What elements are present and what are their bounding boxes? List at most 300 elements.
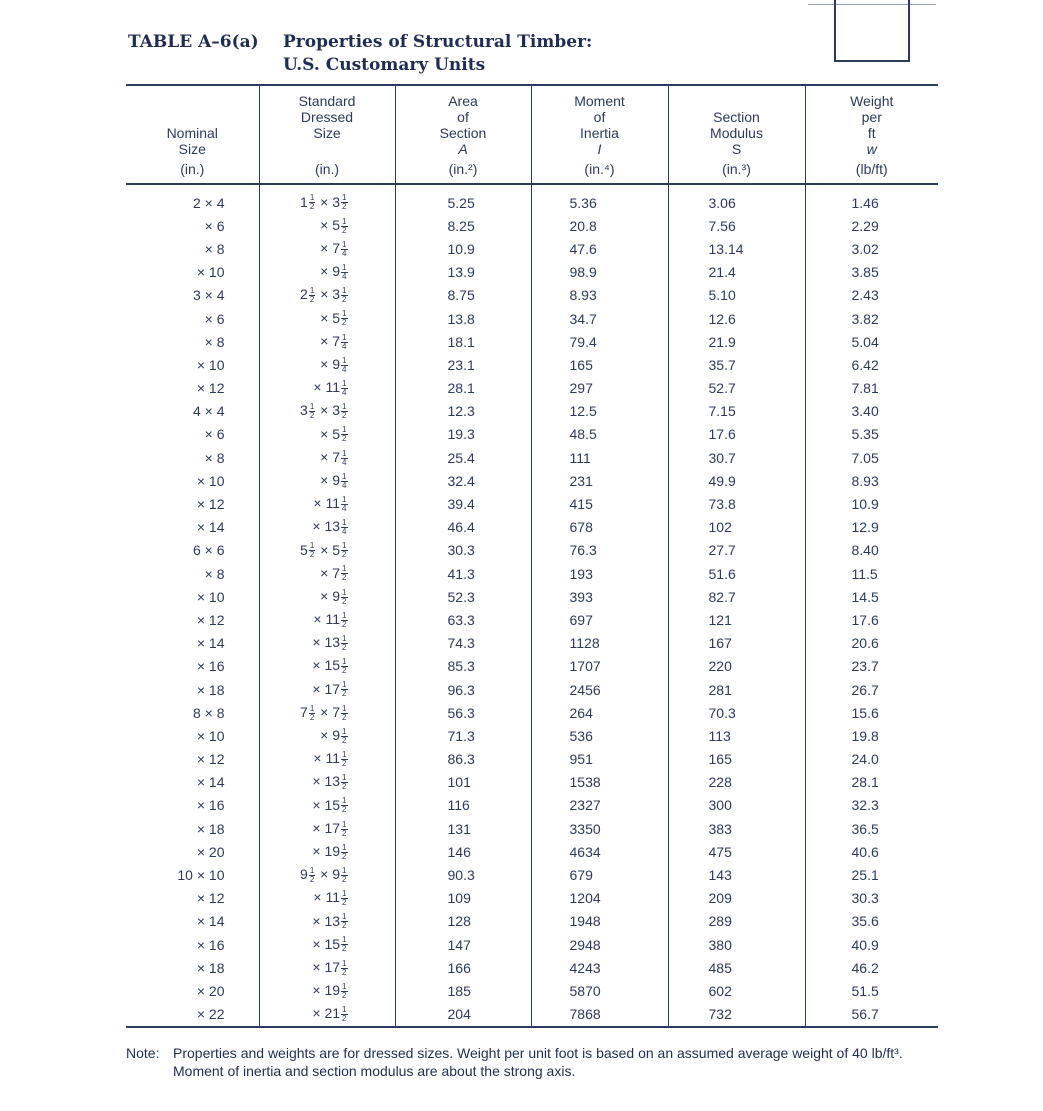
times-sign: × xyxy=(320,356,333,372)
nominal-size-cell: × 16 xyxy=(196,797,225,814)
fraction-denominator: 2 xyxy=(342,944,347,954)
dressed-whole-2: 3 xyxy=(332,286,341,303)
dressed-whole-1: 2 xyxy=(300,286,308,303)
header-line: S xyxy=(731,141,742,157)
fraction xyxy=(341,241,347,258)
fraction-numerator: 1 xyxy=(342,355,347,365)
fraction-denominator: 2 xyxy=(309,550,315,560)
fraction-denominator: 2 xyxy=(342,619,347,629)
nominal-size-cell: × 6 xyxy=(204,426,225,443)
weight-cell: 24.0 xyxy=(805,748,938,771)
dressed-whole-2: 7 xyxy=(332,564,341,581)
dressed-size-cell xyxy=(259,377,395,400)
weight-cell: 30.3 xyxy=(805,887,938,910)
fraction-numerator: 1 xyxy=(342,216,347,226)
fraction xyxy=(341,797,347,814)
times-sign: × xyxy=(312,634,325,651)
area-cell: 19.3 xyxy=(395,423,531,446)
times-sign: × xyxy=(320,448,333,465)
weight-cell: 26.7 xyxy=(805,678,938,701)
weight-cell: 56.7 xyxy=(805,1003,938,1027)
fraction-numerator: 1 xyxy=(342,703,347,713)
table-row xyxy=(126,261,938,284)
table-row xyxy=(126,353,938,376)
fraction xyxy=(341,264,347,281)
dressed-size-cell xyxy=(259,237,395,260)
modulus-cell: 7.15 xyxy=(668,400,805,423)
fraction-denominator: 2 xyxy=(309,712,315,722)
table-row xyxy=(126,979,938,1002)
table-row xyxy=(126,632,938,655)
area-cell: 25.4 xyxy=(395,446,531,469)
nominal-size-cell: × 12 xyxy=(196,496,225,513)
dressed-size-cell xyxy=(259,794,395,817)
header-line: Weight xyxy=(850,93,894,109)
nominal-size-cell: × 8 xyxy=(204,449,225,466)
fraction-denominator: 4 xyxy=(342,503,347,513)
times-sign: × xyxy=(312,958,325,975)
inertia-cell: 231 xyxy=(531,469,668,492)
inertia-cell: 1707 xyxy=(531,655,668,678)
fraction-numerator: 1 xyxy=(342,912,347,922)
header-line: Section xyxy=(439,125,487,141)
dressed-size-cell xyxy=(259,678,395,701)
times-sign: × xyxy=(320,587,333,604)
dressed-whole-2: 13 xyxy=(324,912,341,929)
times-sign: × xyxy=(320,263,333,280)
inertia-cell: 678 xyxy=(531,516,668,539)
fraction-numerator: 1 xyxy=(342,471,347,481)
fraction xyxy=(341,450,347,467)
times-sign: × xyxy=(316,866,333,883)
fraction-numerator: 1 xyxy=(342,518,347,528)
fraction-denominator: 2 xyxy=(342,851,347,861)
nominal-size-cell: × 14 xyxy=(196,635,225,652)
fraction-denominator: 4 xyxy=(342,387,347,397)
table-row xyxy=(126,678,938,701)
fraction-denominator: 2 xyxy=(342,828,347,838)
header-line: of xyxy=(593,109,606,125)
dressed-whole-2: 13 xyxy=(324,634,341,651)
inertia-cell: 393 xyxy=(531,585,668,608)
area-cell: 56.3 xyxy=(395,701,531,724)
dressed-whole-2: 17 xyxy=(324,680,341,697)
fraction xyxy=(341,542,347,559)
dressed-whole-2: 7 xyxy=(332,332,341,349)
dressed-whole-1: 1 xyxy=(300,193,308,210)
times-sign: × xyxy=(312,842,325,859)
modulus-cell: 70.3 xyxy=(668,701,805,724)
inertia-cell: 98.9 xyxy=(531,261,668,284)
header-spacer xyxy=(671,93,803,109)
fraction xyxy=(341,635,347,652)
dressed-whole-2: 11 xyxy=(325,889,341,906)
dressed-whole-2: 11 xyxy=(325,750,341,767)
fraction-denominator: 2 xyxy=(342,874,347,884)
fraction-numerator: 1 xyxy=(309,703,315,713)
table-row xyxy=(126,956,938,979)
times-sign: × xyxy=(320,564,333,581)
nominal-size-cell: × 10 xyxy=(196,356,225,373)
weight-cell: 32.3 xyxy=(805,794,938,817)
inertia-cell: 79.4 xyxy=(531,330,668,353)
weight-cell: 3.85 xyxy=(805,261,938,284)
modulus-cell: 143 xyxy=(668,863,805,886)
weight-cell: 14.5 xyxy=(805,585,938,608)
table-row xyxy=(126,562,938,585)
header-line: of xyxy=(457,109,469,125)
dressed-whole-2: 21 xyxy=(324,1005,341,1022)
times-sign: × xyxy=(312,912,325,929)
table-row xyxy=(126,377,938,400)
fraction-numerator: 1 xyxy=(342,634,347,644)
weight-cell: 35.6 xyxy=(805,910,938,933)
table-row xyxy=(126,817,938,840)
table-id: TABLE A–6(a) xyxy=(128,32,259,52)
nominal-size-cell: × 16 xyxy=(196,936,225,953)
area-cell: 147 xyxy=(395,933,531,956)
fraction-denominator: 2 xyxy=(309,874,315,884)
area-cell: 30.3 xyxy=(395,539,531,562)
nominal-size-cell: 10 × 10 xyxy=(177,867,225,884)
weight-cell: 36.5 xyxy=(805,817,938,840)
weight-cell: 10.9 xyxy=(805,492,938,515)
fraction xyxy=(341,612,347,629)
header-line: Section xyxy=(713,109,760,125)
fraction xyxy=(341,751,347,768)
table-row xyxy=(126,1003,938,1027)
fraction-denominator: 4 xyxy=(342,364,347,374)
fraction-denominator: 2 xyxy=(342,735,347,745)
weight-cell: 3.02 xyxy=(805,237,938,260)
modulus-cell: 732 xyxy=(668,1003,805,1027)
dressed-whole-2: 15 xyxy=(324,935,341,952)
dressed-whole-2: 9 xyxy=(332,727,341,743)
dressed-size-cell xyxy=(259,469,395,492)
table-row xyxy=(126,446,938,469)
header-line: Area xyxy=(448,93,478,109)
header-weight xyxy=(805,85,938,184)
table-row xyxy=(126,608,938,631)
modulus-cell: 380 xyxy=(668,933,805,956)
fraction xyxy=(309,542,315,559)
dressed-size-cell xyxy=(259,261,395,284)
table-row xyxy=(126,284,938,307)
weight-cell: 2.29 xyxy=(805,214,938,237)
dressed-size-cell xyxy=(259,887,395,910)
modulus-cell: 3.06 xyxy=(668,184,805,214)
inertia-cell: 12.5 xyxy=(531,400,668,423)
fraction-numerator: 1 xyxy=(342,726,347,736)
inertia-cell: 697 xyxy=(531,608,668,631)
fraction xyxy=(341,936,347,953)
nominal-size-cell: × 10 xyxy=(196,727,225,744)
header-line: w xyxy=(866,141,877,157)
fraction-numerator: 1 xyxy=(342,587,347,597)
fraction-denominator: 4 xyxy=(342,248,347,258)
weight-cell: 6.42 xyxy=(805,353,938,376)
modulus-cell: 121 xyxy=(668,608,805,631)
area-cell: 5.25 xyxy=(395,184,531,214)
inertia-cell: 679 xyxy=(531,863,668,886)
table-row xyxy=(126,910,938,933)
nominal-size-cell: × 14 xyxy=(196,913,225,930)
dressed-size-cell xyxy=(259,330,395,353)
modulus-cell: 49.9 xyxy=(668,469,805,492)
fraction xyxy=(341,194,347,211)
timber-properties-table xyxy=(126,84,938,1028)
inertia-cell: 5870 xyxy=(531,979,668,1002)
table-row xyxy=(126,724,938,747)
times-sign: × xyxy=(320,727,333,743)
fraction-denominator: 4 xyxy=(342,480,347,490)
dressed-whole-2: 7 xyxy=(332,448,341,465)
table-row xyxy=(126,330,938,353)
table-row xyxy=(126,771,938,794)
dressed-whole-2: 9 xyxy=(332,866,341,883)
table-row xyxy=(126,237,938,260)
dressed-size-cell xyxy=(259,400,395,423)
dressed-whole-2: 17 xyxy=(324,958,341,975)
area-cell: 41.3 xyxy=(395,562,531,585)
weight-cell: 17.6 xyxy=(805,608,938,631)
fraction xyxy=(341,380,347,397)
inertia-cell: 1538 xyxy=(531,771,668,794)
table-row xyxy=(126,863,938,886)
times-sign: × xyxy=(313,750,326,767)
area-cell: 74.3 xyxy=(395,632,531,655)
fraction-denominator: 2 xyxy=(342,782,347,792)
fraction xyxy=(341,589,347,606)
fraction-numerator: 1 xyxy=(342,193,347,203)
area-cell: 12.3 xyxy=(395,400,531,423)
inertia-cell: 951 xyxy=(531,748,668,771)
inertia-cell: 3350 xyxy=(531,817,668,840)
fraction xyxy=(341,705,347,722)
fraction xyxy=(341,310,347,327)
header-unit: (in.) xyxy=(314,161,340,177)
fraction-denominator: 4 xyxy=(342,527,347,537)
times-sign: × xyxy=(320,471,333,488)
header-unit: (lb/ft) xyxy=(855,161,888,177)
weight-cell: 7.05 xyxy=(805,446,938,469)
weight-cell: 8.40 xyxy=(805,539,938,562)
nominal-size-cell: × 6 xyxy=(204,217,225,234)
fraction-numerator: 1 xyxy=(342,865,347,875)
dressed-size-cell xyxy=(259,748,395,771)
nominal-size-cell: × 20 xyxy=(196,982,225,999)
dressed-whole-2: 3 xyxy=(332,402,341,419)
dressed-size-cell xyxy=(259,353,395,376)
modulus-cell: 220 xyxy=(668,655,805,678)
nominal-size-cell: × 10 xyxy=(196,588,225,605)
nominal-size-cell: × 16 xyxy=(196,658,225,675)
header-inertia xyxy=(531,85,668,184)
fraction xyxy=(341,821,347,838)
weight-cell: 15.6 xyxy=(805,701,938,724)
modulus-cell: 228 xyxy=(668,771,805,794)
modulus-cell: 7.56 xyxy=(668,214,805,237)
fraction-numerator: 1 xyxy=(309,286,315,296)
dressed-size-cell xyxy=(259,184,395,214)
weight-cell: 25.1 xyxy=(805,863,938,886)
area-cell: 204 xyxy=(395,1003,531,1027)
dressed-whole-2: 9 xyxy=(332,263,341,280)
header-nominal-size xyxy=(126,85,259,184)
times-sign: × xyxy=(312,935,325,952)
nominal-size-cell: × 10 xyxy=(196,472,225,489)
nominal-size-cell: × 12 xyxy=(196,380,225,397)
dressed-whole-2: 13 xyxy=(324,773,341,790)
inertia-cell: 1204 xyxy=(531,887,668,910)
fraction-numerator: 1 xyxy=(342,425,347,435)
fraction xyxy=(341,218,347,235)
weight-cell: 11.5 xyxy=(805,562,938,585)
fraction-denominator: 2 xyxy=(342,805,347,815)
area-cell: 131 xyxy=(395,817,531,840)
fraction-numerator: 1 xyxy=(309,865,315,875)
fraction-numerator: 1 xyxy=(342,448,347,458)
fraction xyxy=(341,844,347,861)
area-cell: 185 xyxy=(395,979,531,1002)
dressed-whole-2: 15 xyxy=(324,796,341,813)
area-cell: 63.3 xyxy=(395,608,531,631)
fraction-denominator: 2 xyxy=(342,411,347,421)
inertia-cell: 4634 xyxy=(531,840,668,863)
dressed-size-cell xyxy=(259,632,395,655)
nominal-size-cell: × 12 xyxy=(196,890,225,907)
modulus-cell: 485 xyxy=(668,956,805,979)
fraction xyxy=(341,287,347,304)
weight-cell: 3.82 xyxy=(805,307,938,330)
modulus-cell: 21.9 xyxy=(668,330,805,353)
header-line: Nominal xyxy=(166,125,218,141)
fraction-denominator: 2 xyxy=(342,898,347,908)
nominal-size-cell: × 18 xyxy=(196,959,225,976)
weight-cell: 20.6 xyxy=(805,632,938,655)
fraction-denominator: 2 xyxy=(342,712,347,722)
dressed-size-cell xyxy=(259,446,395,469)
nominal-size-cell: × 18 xyxy=(196,820,225,837)
area-cell: 96.3 xyxy=(395,678,531,701)
table-row xyxy=(126,794,938,817)
modulus-cell: 5.10 xyxy=(668,284,805,307)
nominal-size-cell: × 14 xyxy=(196,774,225,791)
dressed-size-cell xyxy=(259,910,395,933)
weight-cell: 23.7 xyxy=(805,655,938,678)
fraction-denominator: 2 xyxy=(342,573,347,583)
inertia-cell: 5.36 xyxy=(531,184,668,214)
dressed-size-cell xyxy=(259,655,395,678)
times-sign: × xyxy=(320,309,333,326)
title-line-1: Properties of Structural Timber: xyxy=(283,32,593,52)
fraction-denominator: 2 xyxy=(342,689,347,699)
fraction xyxy=(341,403,347,420)
table-row xyxy=(126,887,938,910)
nominal-size-cell: 6 × 6 xyxy=(192,542,225,559)
dressed-whole-2: 7 xyxy=(332,240,341,257)
dressed-whole-2: 19 xyxy=(324,982,341,999)
nominal-size-cell: × 22 xyxy=(196,1006,225,1023)
times-sign: × xyxy=(316,286,333,303)
weight-cell: 1.46 xyxy=(805,184,938,214)
area-cell: 8.25 xyxy=(395,214,531,237)
fraction-numerator: 1 xyxy=(342,610,347,620)
area-cell: 13.9 xyxy=(395,261,531,284)
modulus-cell: 165 xyxy=(668,748,805,771)
fraction-numerator: 1 xyxy=(342,657,347,667)
fraction-denominator: 2 xyxy=(342,990,347,1000)
fraction xyxy=(309,287,315,304)
corner-box xyxy=(834,0,910,62)
note-text: Properties and weights are for dressed sizes. Weight per unit foot is based on an assumed average weight of 40 lb/ft³. Moment of inertia and section modulus are about the strong axis. xyxy=(173,1045,903,1079)
inertia-cell: 193 xyxy=(531,562,668,585)
inertia-cell: 8.93 xyxy=(531,284,668,307)
fraction xyxy=(309,705,315,722)
nominal-size-cell: 2 × 4 xyxy=(192,194,225,211)
dressed-size-cell xyxy=(259,585,395,608)
dressed-whole-2: 9 xyxy=(332,471,341,488)
header-line: per xyxy=(861,109,882,125)
fraction xyxy=(341,867,347,884)
table-row xyxy=(126,400,938,423)
times-sign: × xyxy=(313,495,326,512)
header-line: I xyxy=(597,141,602,157)
fraction-numerator: 1 xyxy=(342,981,347,991)
fraction-denominator: 4 xyxy=(342,457,347,467)
table-row xyxy=(126,701,938,724)
area-cell: 128 xyxy=(395,910,531,933)
times-sign: × xyxy=(312,680,325,697)
weight-cell: 51.5 xyxy=(805,979,938,1002)
fraction-denominator: 2 xyxy=(342,550,347,560)
inertia-cell: 297 xyxy=(531,377,668,400)
table-row xyxy=(126,492,938,515)
fraction-numerator: 1 xyxy=(342,239,347,249)
fraction xyxy=(309,403,315,420)
inertia-cell: 4243 xyxy=(531,956,668,979)
header-unit: (in.⁴) xyxy=(584,161,615,177)
dressed-size-cell xyxy=(259,492,395,515)
dressed-size-cell xyxy=(259,214,395,237)
modulus-cell: 475 xyxy=(668,840,805,863)
weight-cell: 28.1 xyxy=(805,771,938,794)
modulus-cell: 12.6 xyxy=(668,307,805,330)
weight-cell: 40.6 xyxy=(805,840,938,863)
fraction xyxy=(341,728,347,745)
fraction-numerator: 1 xyxy=(342,1005,347,1015)
nominal-size-cell: × 12 xyxy=(196,611,225,628)
modulus-cell: 52.7 xyxy=(668,377,805,400)
nominal-size-cell: × 8 xyxy=(204,240,225,257)
fraction-numerator: 1 xyxy=(342,263,347,273)
dressed-whole-2: 3 xyxy=(332,193,341,210)
modulus-cell: 281 xyxy=(668,678,805,701)
table-row xyxy=(126,539,938,562)
dressed-size-cell xyxy=(259,956,395,979)
fraction-numerator: 1 xyxy=(309,541,315,551)
fraction-denominator: 2 xyxy=(309,295,315,305)
inertia-cell: 2327 xyxy=(531,794,668,817)
fraction-denominator: 2 xyxy=(342,434,347,444)
table-row xyxy=(126,840,938,863)
fraction-numerator: 1 xyxy=(342,494,347,504)
modulus-cell: 13.14 xyxy=(668,237,805,260)
fraction-numerator: 1 xyxy=(342,309,347,319)
weight-cell: 7.81 xyxy=(805,377,938,400)
fraction xyxy=(341,658,347,675)
dressed-size-cell xyxy=(259,284,395,307)
